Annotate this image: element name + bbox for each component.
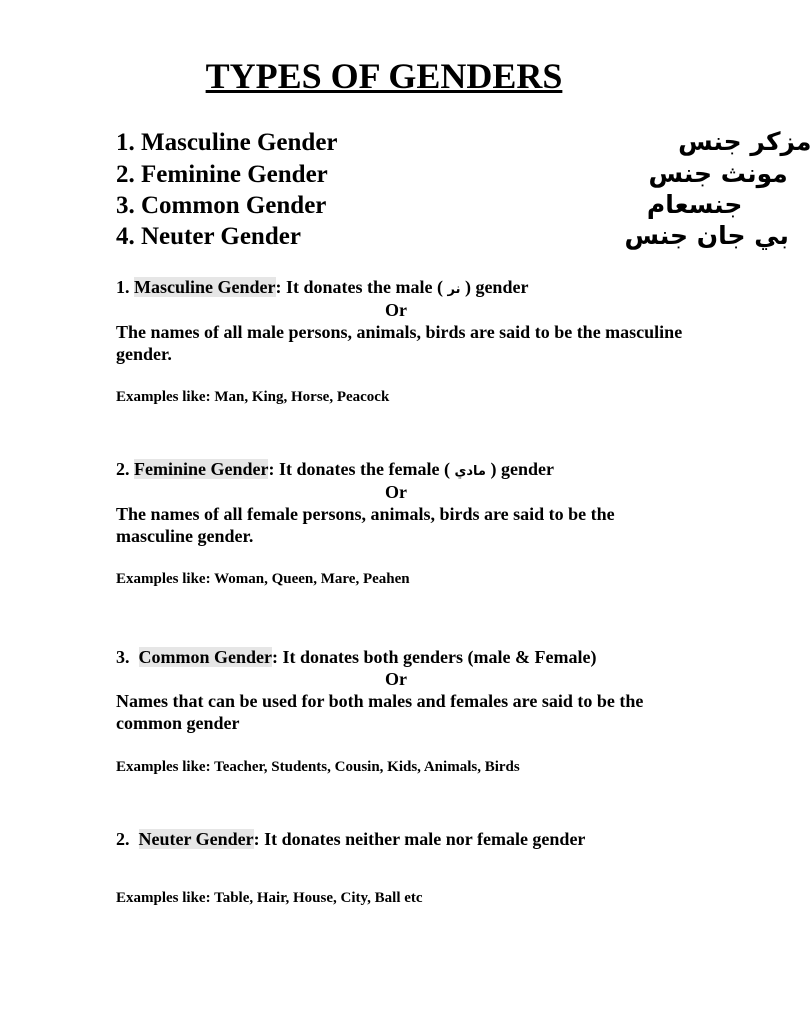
or-separator: Or — [385, 300, 407, 320]
definition-text: : It donates neither male nor female gender — [253, 829, 586, 849]
list-item-label: 1. Masculine Gender — [116, 129, 338, 156]
feminine-paragraph: The names of all female persons, animals, birds are said to be the masculine gender. — [116, 504, 615, 546]
urdu-word: مادي — [454, 464, 486, 479]
common-definition — [116, 646, 596, 668]
list-item-urdu: جنسعام — [646, 190, 743, 219]
definition-text: : It donates the female ( — [268, 459, 455, 479]
common-paragraph: Names that can be used for both males and females are said to be the common gender — [116, 691, 644, 733]
section-number: 1. — [116, 277, 134, 297]
masculine-paragraph: The names of all male persons, animals, birds are said to be the masculine gender. — [116, 322, 683, 364]
term-feminine: Feminine Gender — [134, 459, 269, 479]
list-item-urdu: بي جان جنس — [624, 221, 789, 250]
list-item-common — [116, 190, 743, 222]
or-separator: Or — [385, 482, 407, 502]
definition-text-end: ) gender — [460, 277, 529, 297]
term-neuter: Neuter Gender — [138, 829, 254, 849]
feminine-examples: Examples like: Woman, Queen, Mare, Peahen — [116, 571, 410, 587]
neuter-examples: Examples like: Table, Hair, House, City, Ball etc — [116, 890, 423, 906]
section-number: 2. — [116, 829, 139, 849]
neuter-definition — [116, 828, 585, 850]
masculine-definition — [116, 276, 528, 301]
common-examples: Examples like: Teacher, Students, Cousin, Kids, Animals, Birds — [116, 759, 520, 775]
definition-text: : It donates both genders (male & Female) — [272, 647, 597, 667]
term-common: Common Gender — [138, 647, 272, 667]
definition-text-end: ) gender — [485, 459, 554, 479]
section-number: 2. — [116, 459, 134, 479]
list-item-masculine — [116, 127, 812, 159]
list-item-urdu: مزكر جنس — [678, 127, 812, 156]
or-separator: Or — [385, 669, 407, 689]
term-masculine: Masculine Gender — [134, 277, 276, 297]
list-item-label: 3. Common Gender — [116, 192, 327, 219]
list-item-label: 4. Neuter Gender — [116, 223, 301, 250]
list-item-urdu: مونث جنس — [648, 159, 788, 188]
urdu-word: نر — [447, 282, 461, 297]
list-item-feminine — [116, 159, 788, 191]
list-item-label: 2. Feminine Gender — [116, 161, 328, 188]
section-number: 3. — [116, 647, 139, 667]
feminine-definition — [116, 458, 554, 483]
list-item-neuter — [116, 221, 789, 253]
masculine-examples: Examples like: Man, King, Horse, Peacock — [116, 389, 390, 405]
page-title: TYPES OF GENDERS — [205, 56, 563, 96]
definition-text: : It donates the male ( — [275, 277, 448, 297]
